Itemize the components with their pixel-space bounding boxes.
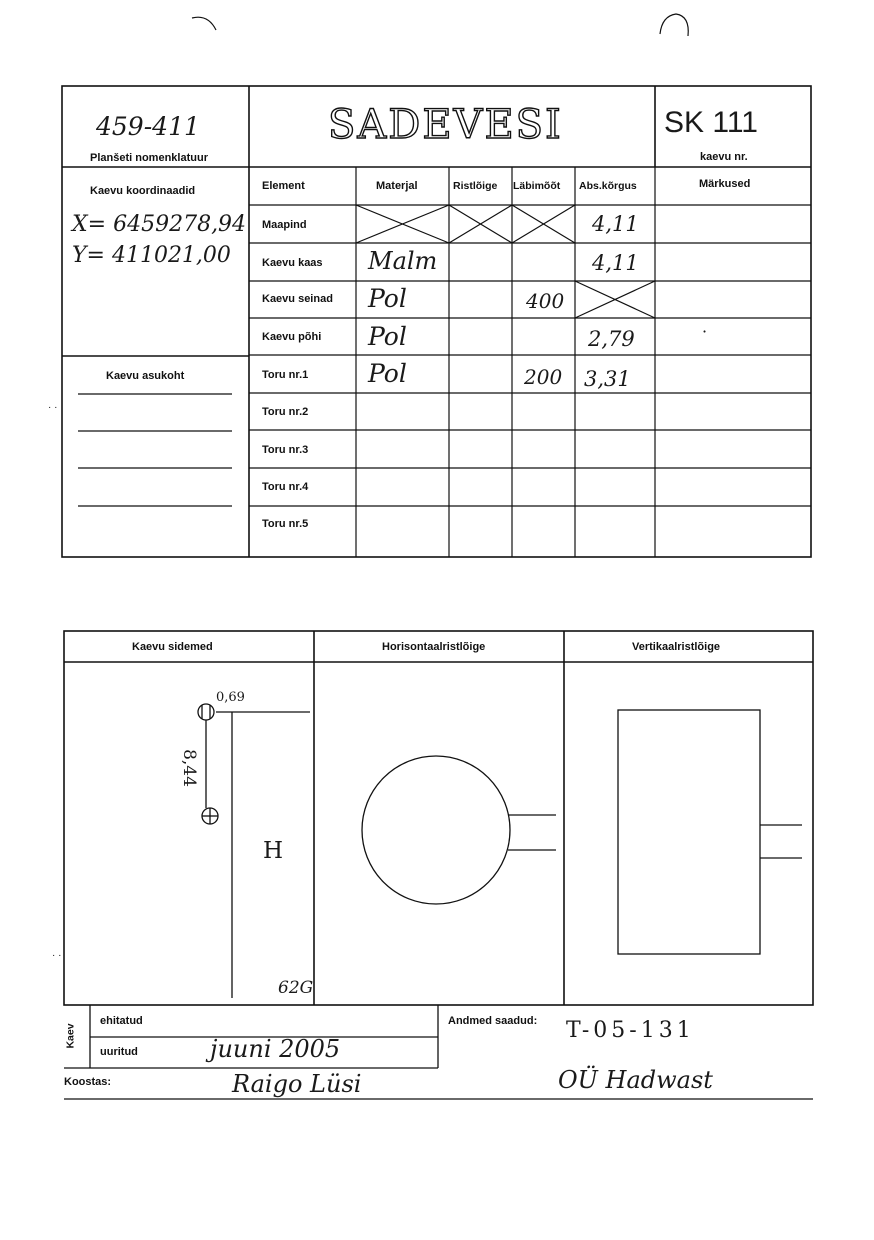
row-element-bottom: Kaevu põhi [262,331,322,343]
col-label-vertical: Vertikaalristlõige [632,641,721,653]
row-element-pipe-2: Toru nr.2 [262,406,309,418]
row-element-pipe-4: Toru nr.4 [262,481,309,493]
col-header-material: Materjal [376,180,418,192]
coordinate-x: X= 6459278,94 [72,212,247,237]
col-label-ties: Kaevu sidemed [132,641,213,653]
well-number-label: kaevu nr. [700,151,748,163]
row-element-cover: Kaevu kaas [262,257,323,269]
col-header-cross-section: Ristlõige [453,180,498,192]
row-element-ground: Maapind [262,219,307,231]
cell-pipe1-diameter: 200 [524,365,563,389]
svg-text:· ·: · · [48,402,58,413]
cell-ground-height: 4,11 [592,212,639,236]
building-number: 62G [278,978,314,998]
cell-cover-height: 4,11 [592,251,639,275]
well-number-value: SK 111 [664,106,758,139]
tie-distance-1: 0,69 [216,690,245,705]
cell-walls-material: Pol [368,284,407,313]
data-received-value: T-05-131 [566,1018,695,1043]
nomenclature-label: Planšeti nomenklatuur [90,152,208,164]
cell-walls-diameter: 400 [526,289,565,313]
coordinates-label: Kaevu koordinaadid [90,185,196,197]
col-header-notes: Märkused [699,178,751,190]
cell-pipe1-height: 3,31 [584,367,631,391]
tie-distance-2: 8,44 [178,749,199,787]
compiled-label: Koostas: [64,1076,112,1088]
surveyed-label: uuritud [100,1046,138,1058]
row-element-pipe-3: Toru nr.3 [262,444,309,456]
cell-pipe1-material: Pol [368,359,407,388]
coordinate-y: Y= 411021,00 [72,243,231,268]
row-element-pipe-1: Toru nr.1 [262,369,309,381]
compiled-name: Raigo Lüsi [232,1070,362,1098]
location-label: Kaevu asukoht [106,370,185,382]
page-title: SADEVESI [328,102,563,148]
col-header-abs-height: Abs.kõrgus [579,180,637,192]
row-element-walls: Kaevu seinad [262,293,333,305]
building-mark: H [263,838,284,864]
cell-bottom-notes: · [702,322,708,341]
nomenclature-value: 459-411 [96,112,200,141]
company-name: OÜ Hadwast [558,1066,713,1094]
cell-cover-material: Malm [368,247,438,275]
col-label-horizontal: Horisontaalristlõige [382,641,486,653]
kaev-label: Kaev [64,1023,77,1049]
surveyed-value: juuni 2005 [210,1035,341,1063]
built-label: ehitatud [100,1015,143,1027]
svg-text:· ·: · · [52,950,62,961]
data-received-label: Andmed saadud: [448,1015,538,1027]
cell-bottom-material: Pol [368,322,407,351]
col-header-diameter: Läbimõõt [513,180,561,192]
col-header-element: Element [262,180,305,192]
row-element-pipe-5: Toru nr.5 [262,518,309,530]
cell-bottom-height: 2,79 [588,327,635,351]
